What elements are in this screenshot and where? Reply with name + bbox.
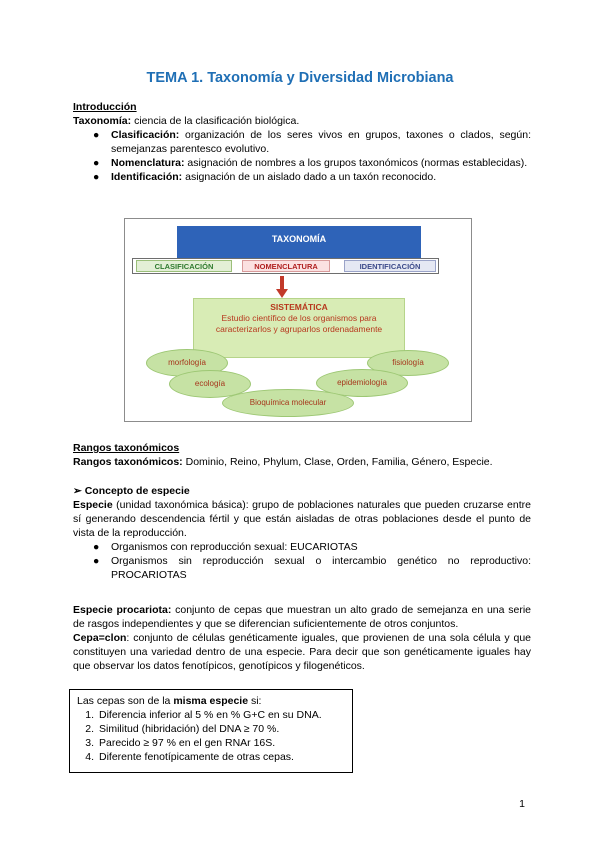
bioquimica-ellipse: Bioquímica molecular bbox=[222, 389, 354, 417]
list-item: ● Organismos sin reproducción sexual o intercambio genético no reproductivo: PROCARIOTAS bbox=[93, 555, 531, 581]
intro-heading: Introducción bbox=[73, 101, 137, 113]
list-item: ● Clasificación: organización de los seres vivos en grupos, taxones o clados, según: semejanzas parentesco evolutivo. bbox=[93, 129, 531, 155]
cepa-label: Cepa=clon bbox=[73, 632, 127, 644]
list-item: ● Organismos con reproducción sexual: EUCARIOTAS bbox=[93, 541, 358, 553]
bullet-text: asignación de un aislado dado a un taxón reconocido. bbox=[182, 171, 437, 183]
item-number: 1. bbox=[85, 709, 94, 721]
morfologia-ellipse: morfología bbox=[146, 349, 228, 377]
list-item: ● Identificación: asignación de un aislado dado a un taxón reconocido. bbox=[93, 171, 437, 183]
misma-especie-box bbox=[69, 689, 353, 773]
list-item bbox=[77, 722, 345, 736]
cepa-paragraph bbox=[73, 631, 531, 673]
item-number: 3. bbox=[85, 737, 94, 749]
sistematica-text: Estudio científico de los organismos para caracterizarlos y agruparlos ordenadamente bbox=[215, 313, 383, 334]
item-text: Parecido ≥ 97 % en el gen RNAr 16S. bbox=[99, 737, 276, 749]
taxonomy-branches bbox=[132, 258, 439, 274]
rangos-section bbox=[73, 441, 531, 469]
taxonomia-label: Taxonomía: bbox=[73, 115, 132, 127]
list-item bbox=[77, 708, 345, 722]
procariota-paragraph bbox=[73, 603, 531, 631]
taxonomia-text: ciencia de la clasificación biológica. bbox=[131, 115, 300, 127]
rangos-heading: Rangos taxonómicos bbox=[73, 442, 180, 454]
rangos-text: Dominio, Reino, Phylum, Clase, Orden, Familia, Género, Especie. bbox=[182, 456, 493, 468]
item-text: Diferente fenotípicamente de otras cepas. bbox=[99, 751, 294, 763]
taxonomia-box: TAXONOMÍA bbox=[177, 226, 421, 260]
down-arrow-icon bbox=[276, 276, 288, 298]
box-intro bbox=[77, 694, 345, 708]
especie-label: Especie bbox=[73, 499, 113, 511]
item-text: Similitud (hibridación) del DNA ≥ 70 %. bbox=[99, 723, 280, 735]
rangos-label: Rangos taxonómicos: bbox=[73, 456, 183, 468]
procariota-label: Especie procariota: bbox=[73, 604, 172, 616]
especie-heading: ➢ Concepto de especie bbox=[73, 485, 190, 497]
list-item: ● Nomenclatura: asignación de nombres a los grupos taxonómicos (normas establecidas). bbox=[93, 157, 528, 169]
item-text: Diferencia inferior al 5 % en % G+C en su DNA. bbox=[99, 709, 322, 721]
box-intro-bold: misma especie bbox=[173, 695, 249, 707]
sistematica-box bbox=[193, 298, 405, 358]
nomenclatura-box: NOMENCLATURA bbox=[242, 260, 330, 272]
box-intro-end: si: bbox=[248, 695, 262, 707]
cepa-text: : conjunto de células genéticamente iguales, que provienen de una sola célula y que constituyen una variedad dentro de una especie. Para decir que son genéticamente iguales hay que observar los datos fenotípicos, genotípicos y filogenéticos. bbox=[73, 632, 531, 672]
item-number: 2. bbox=[85, 723, 94, 735]
bullet-text: asignación de nombres a los grupos taxonómicos (normas establecidas). bbox=[184, 157, 528, 169]
especie-bullet-list bbox=[73, 540, 531, 582]
bullet-text: Organismos sin reproducción sexual o intercambio genético no reproductivo: PROCARIOTAS bbox=[111, 555, 531, 581]
especie-definition bbox=[73, 498, 531, 540]
intro-bullet-list bbox=[73, 128, 531, 184]
bullet-text: organización de los seres vivos en grupos, taxones o clados, según: semejanzas parentesco evolutivo. bbox=[111, 129, 531, 155]
epidemiologia-ellipse: epidemiología bbox=[316, 369, 408, 397]
intro-section bbox=[73, 100, 531, 184]
item-number: 4. bbox=[85, 751, 94, 763]
clasificacion-box: CLASIFICACIÓN bbox=[136, 260, 232, 272]
ecologia-ellipse: ecología bbox=[169, 370, 251, 398]
page-number: 1 bbox=[519, 798, 525, 810]
taxonomia-definition bbox=[73, 114, 531, 128]
criteria-list bbox=[77, 708, 345, 764]
box-intro-text: Las cepas son de la bbox=[77, 695, 174, 707]
procariota-text: conjunto de cepas que muestran un alto grado de semejanza en una serie de rasgos independientes y que se diferencian suficientemente de otros conjuntos. bbox=[73, 604, 532, 630]
fisiologia-ellipse: fisiología bbox=[367, 350, 449, 376]
list-item bbox=[77, 736, 345, 750]
bullet-label: Identificación: bbox=[111, 171, 183, 183]
especie-text: (unidad taxonómica básica): grupo de poblaciones naturales que pueden cruzarse entre sí generando descendencia fértil y que están aisladas de otras poblaciones desde el punto de vista de la reproducción. bbox=[73, 499, 531, 539]
page-title: TEMA 1. Taxonomía y Diversidad Microbiana bbox=[146, 70, 454, 86]
list-item bbox=[77, 750, 345, 764]
bullet-text: Organismos con reproducción sexual: EUCARIOTAS bbox=[111, 541, 358, 553]
taxonomy-diagram bbox=[124, 218, 472, 422]
identificacion-box: IDENTIFICACIÓN bbox=[344, 260, 436, 272]
sistematica-title: SISTEMÁTICA bbox=[270, 302, 328, 312]
bullet-label: Clasificación: bbox=[111, 129, 180, 141]
especie-section bbox=[73, 484, 531, 582]
rangos-definition bbox=[73, 455, 531, 469]
bullet-label: Nomenclatura: bbox=[111, 157, 185, 169]
